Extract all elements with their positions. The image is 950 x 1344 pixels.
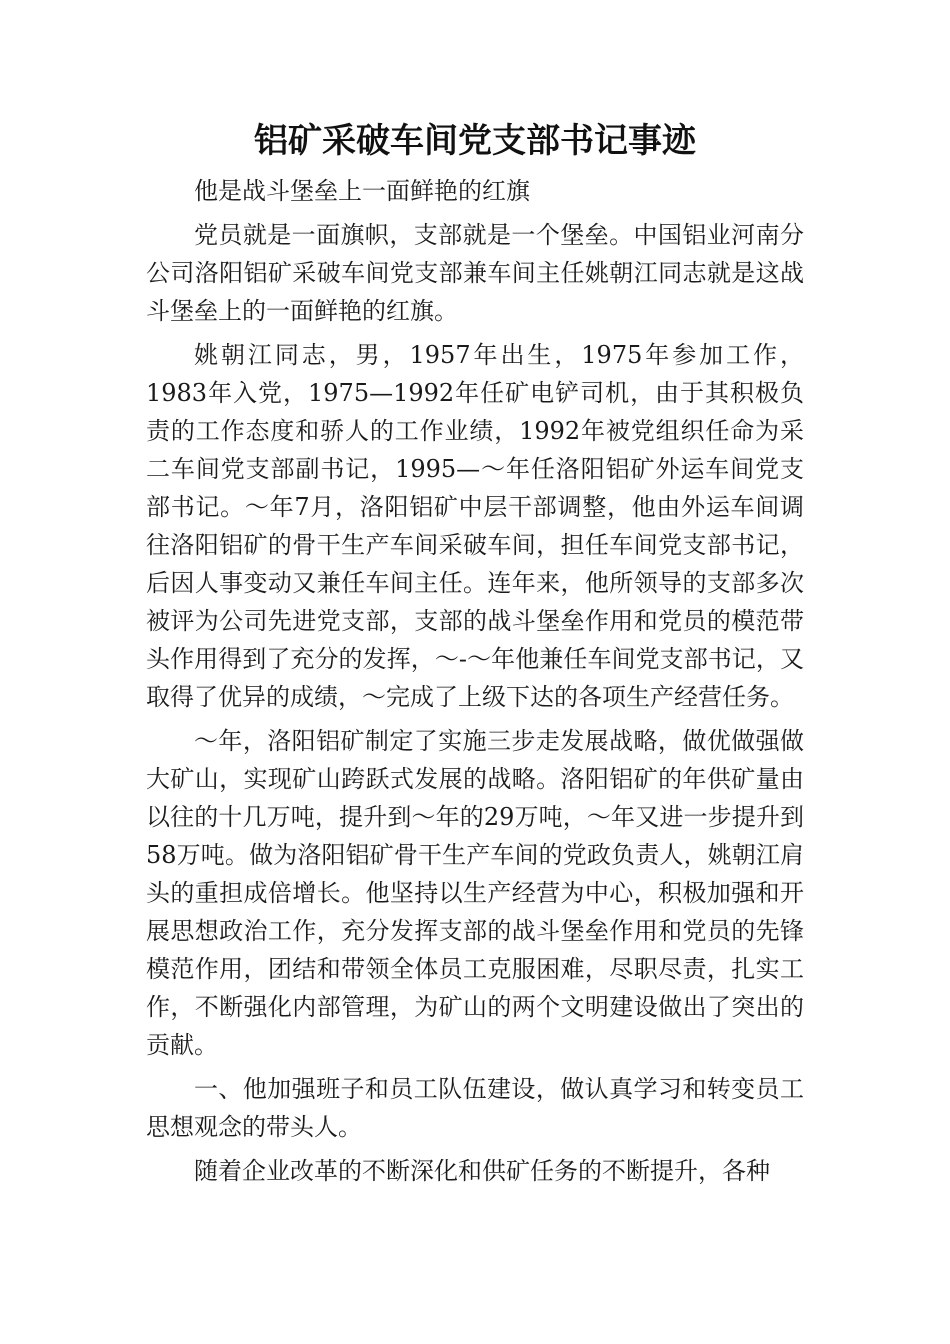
document-body (146, 172, 804, 1196)
paragraph: ～年，洛阳铝矿制定了实施三步走发展战略，做优做强做大矿山，实现矿山跨跃式发展的战略。洛阳铝矿的年供矿量由以往的十几万吨，提升到～年的29万吨，～年又进一步提升到58万吨。做为洛阳铝矿骨干生产车间的党政负责人，姚朝江肩头的重担成倍增长。他坚持以生产经营为中心，积极加强和开展思想政治工作，充分发挥支部的战斗堡垒作用和党员的先锋模范作用，团结和带领全体员工克服困难，尽职尽责，扎实工作，不断强化内部管理，为矿山的两个文明建设做出了突出的贡献。 (146, 727, 804, 1059)
section-heading: 一、他加强班子和员工队伍建设，做认真学习和转变员工思想观念的带头人。 (146, 1075, 804, 1141)
paragraph: 党员就是一面旗帜，支部就是一个堡垒。中国铝业河南分公司洛阳铝矿采破车间党支部兼车间主任姚朝江同志就是这战斗堡垒上的一面鲜艳的红旗。 (146, 221, 804, 325)
paragraph-subtitle: 他是战斗堡垒上一面鲜艳的红旗 (194, 177, 530, 205)
paragraph: 随着企业改革的不断深化和供矿任务的不断提升，各种 (194, 1157, 770, 1185)
document-title: 铝矿采破车间党支部书记事迹 (254, 121, 696, 161)
paragraph: 姚朝江同志，男，1957年出生，1975年参加工作，1983年入党，1975—1992年任矿电铲司机，由于其积极负责的工作态度和骄人的工作业绩，1992年被党组织任命为采二车间党支部副书记，1995—～年任洛阳铝矿外运车间党支部书记。～年7月，洛阳铝矿中层干部调整，他由外运车间调往洛阳铝矿的骨干生产车间采破车间，担任车间党支部书记，后因人事变动又兼任车间主任。连年来，他所领导的支部多次被评为公司先进党支部，支部的战斗堡垒作用和党员的模范带头作用得到了充分的发挥，～-～年他兼任车间党支部书记，又取得了优异的成绩，～完成了上级下达的各项生产经营任务。 (146, 341, 804, 711)
